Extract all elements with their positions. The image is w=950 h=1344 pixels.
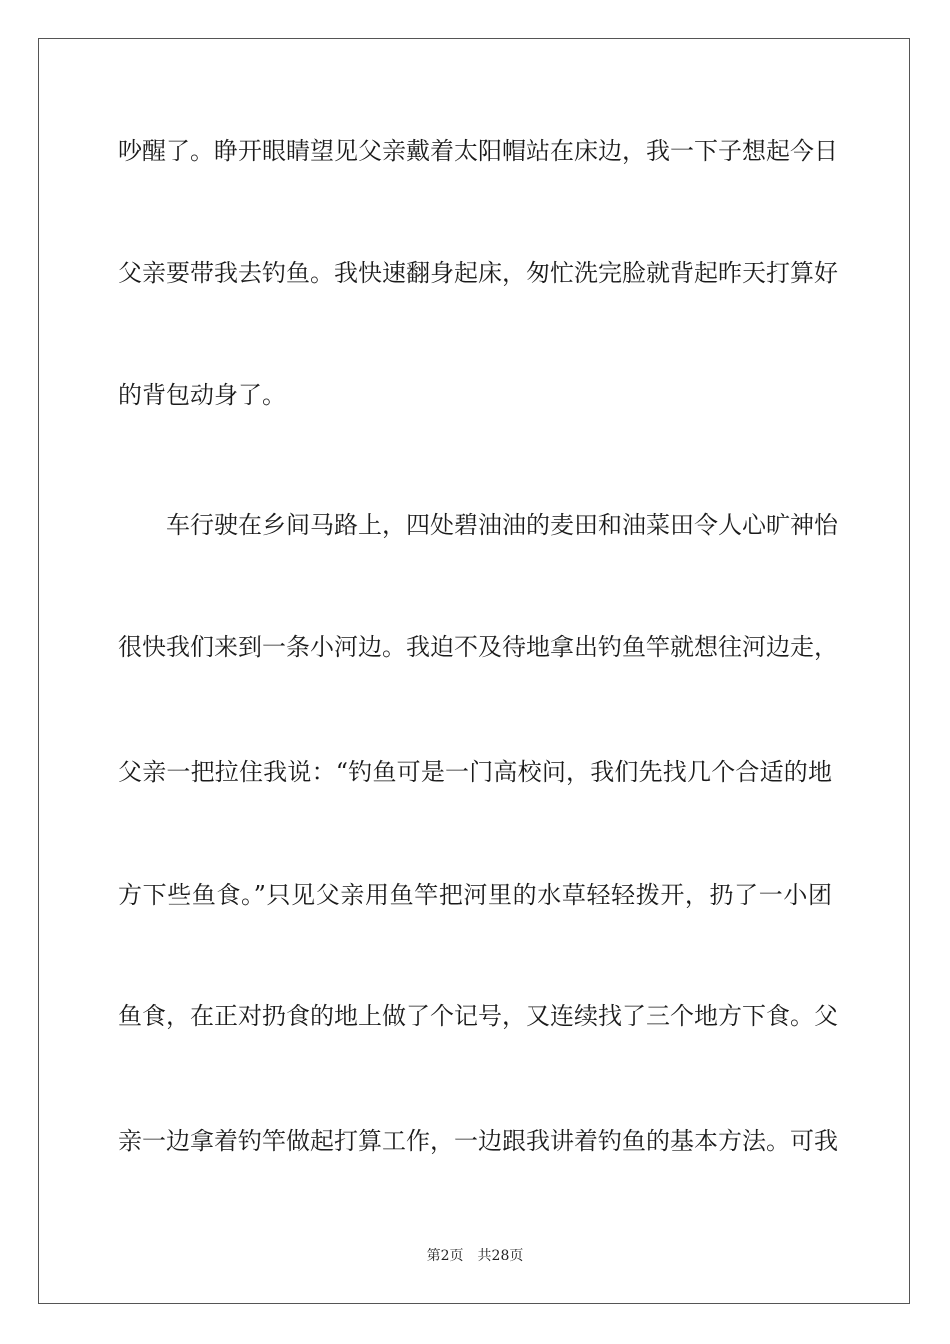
- page-number: 第2页: [426, 1248, 464, 1264]
- page-total: 共28页: [477, 1248, 524, 1264]
- text-line-1: 吵醒了。睁开眼睛望见父亲戴着太阳帽站在床边，我一下子想起今日: [118, 137, 838, 165]
- text-line-4: 车行驶在乡间马路上，四处碧油油的麦田和油菜田令人心旷神怡: [166, 511, 838, 539]
- page-footer: [0, 1246, 950, 1266]
- text-line-7: 方下些鱼食。”只见父亲用鱼竿把河里的水草轻轻拨开，扔了一小团: [118, 881, 832, 909]
- page-border: [38, 38, 910, 1304]
- text-line-3: 的背包动身了。: [118, 381, 286, 409]
- text-line-9: 亲一边拿着钓竿做起打算工作，一边跟我讲着钓鱼的基本方法。可我: [118, 1127, 838, 1155]
- text-line-2: 父亲要带我去钓鱼。我快速翻身起床，匆忙洗完脸就背起昨天打算好: [118, 259, 838, 287]
- text-line-6: 父亲一把拉住我说：“钓鱼可是一门高校问，我们先找几个合适的地: [118, 758, 832, 786]
- text-line-8: 鱼食，在正对扔食的地上做了个记号，又连续找了三个地方下食。父: [118, 1002, 838, 1030]
- text-line-5: 很快我们来到一条小河边。我迫不及待地拿出钓鱼竿就想往河边走，: [118, 633, 838, 661]
